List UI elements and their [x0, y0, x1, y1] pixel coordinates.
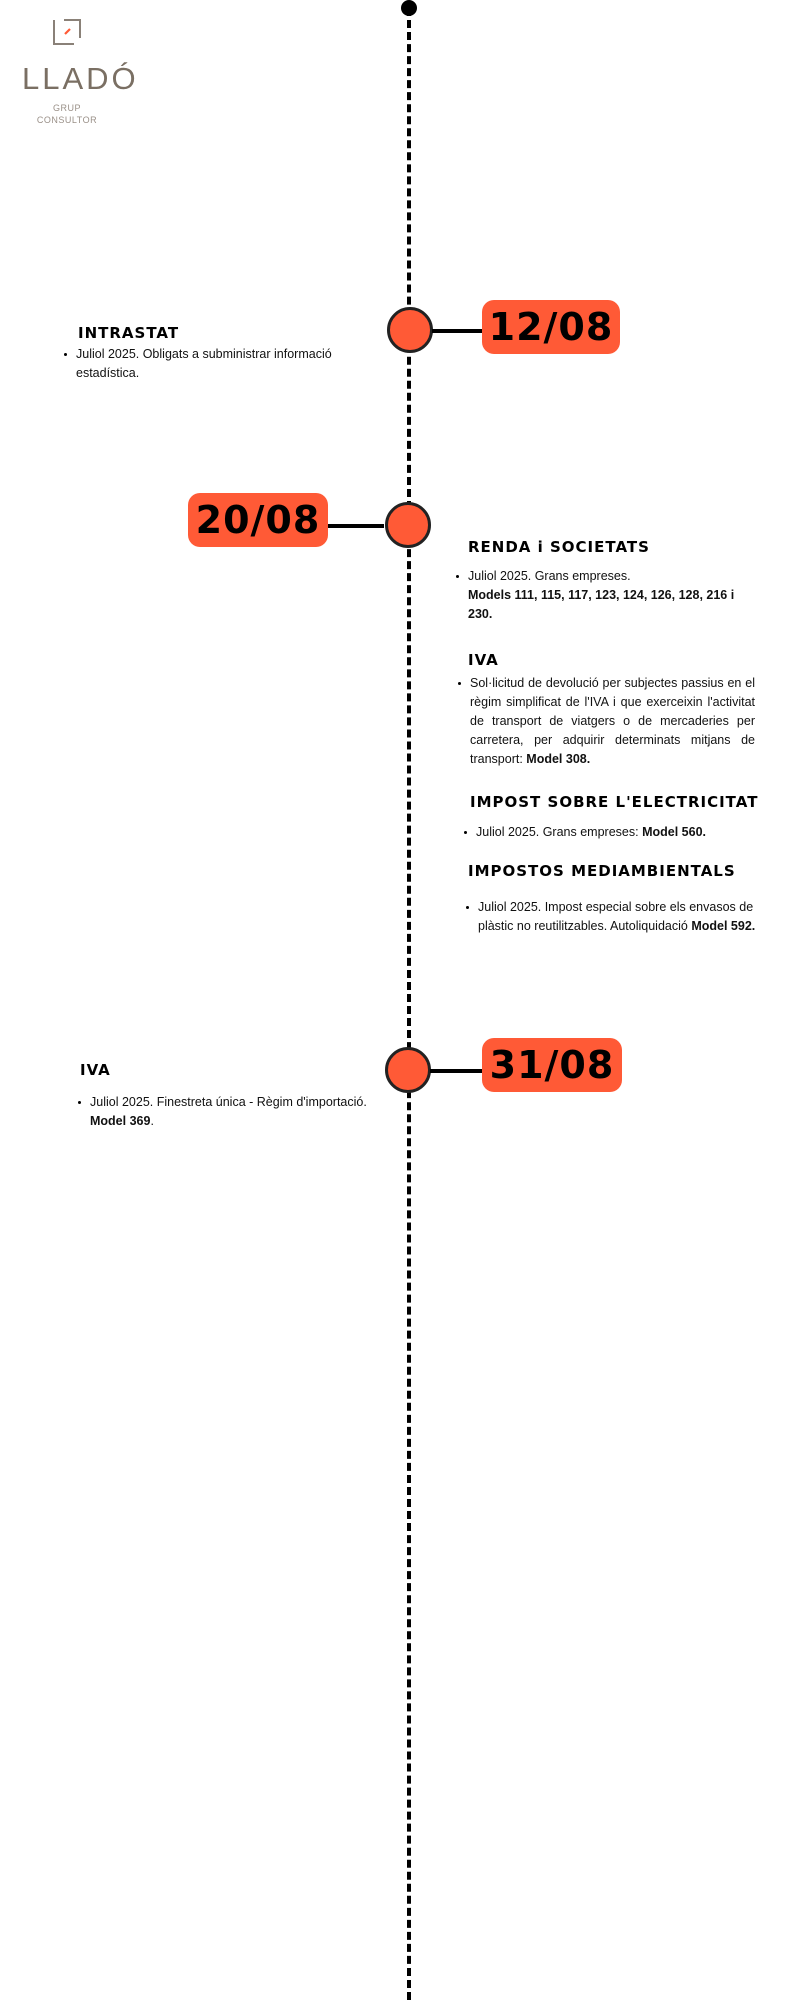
section-title: RENDA i SOCIETATS	[468, 538, 650, 556]
section-title: IVA	[468, 651, 499, 669]
section-title: IMPOST SOBRE L'ELECTRICITAT	[470, 793, 759, 811]
timeline-start-dot	[401, 0, 417, 16]
logo-name: LLADÓ	[22, 61, 139, 96]
date-badge: 31/08	[482, 1038, 622, 1092]
section-list	[454, 898, 778, 936]
date-badge: 20/08	[188, 493, 328, 547]
logo-mark-icon	[52, 18, 84, 50]
list-item: Juliol 2025. Obligats a subministrar informació estadística.	[76, 345, 362, 383]
timeline-connector	[430, 1069, 482, 1073]
timeline-node-20-08	[385, 502, 431, 548]
section-list	[62, 345, 362, 383]
event-section	[454, 651, 754, 769]
section-title: IMPOSTOS MEDIAMBIENTALS	[468, 862, 736, 880]
list-item: Sol·licitud de devolució per subjectes passius en el règim simplificat de l'IVA i que exerceixin l'activitat de transport de viatgers o de mercaderies per carretera, per adquirir determinats mitjans de transport: Model 308.	[470, 674, 755, 769]
section-list	[66, 1093, 396, 1131]
section-list	[454, 674, 755, 769]
section-list	[456, 823, 776, 842]
section-title: IVA	[80, 1061, 111, 1079]
event-section	[456, 793, 776, 842]
date-badge: 12/08	[482, 300, 620, 354]
logo-tagline: GRUP CONSULTOR	[36, 103, 98, 125]
event-section	[454, 862, 784, 936]
timeline-connector	[432, 329, 482, 333]
event-section	[62, 324, 362, 383]
timeline-connector	[328, 524, 384, 528]
list-item: Juliol 2025. Finestreta única - Règim d'importació. Model 369.	[90, 1093, 396, 1131]
section-title: INTRASTAT	[78, 324, 180, 342]
timeline-node-12-08	[387, 307, 433, 353]
event-section	[66, 1061, 396, 1131]
list-item: Juliol 2025. Grans empreses: Model 560.	[476, 823, 776, 842]
section-list	[454, 567, 738, 624]
list-item: Juliol 2025. Impost especial sobre els envasos de plàstic no reutilitzables. Autoliquidació Model 592.	[478, 898, 778, 936]
event-section	[454, 538, 754, 624]
list-item: Juliol 2025. Grans empreses. Models 111, 115, 117, 123, 124, 126, 128, 216 i 230.	[468, 567, 738, 624]
